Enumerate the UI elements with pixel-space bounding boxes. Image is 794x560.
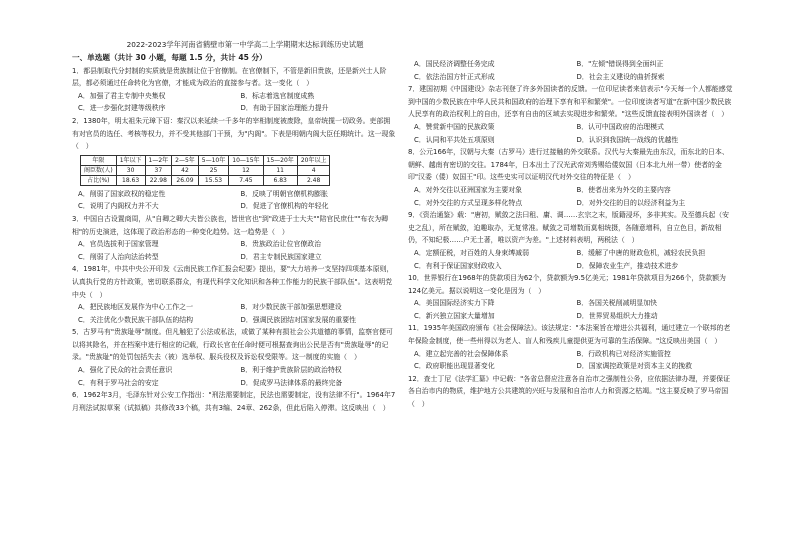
tenure-table (80, 155, 330, 186)
option[interactable]: C．进一步强化封建等级秩序 (78, 104, 166, 113)
table-header-cell: 1年以下 (116, 155, 145, 165)
option[interactable]: B．"左倾"错误得到全面纠正 (576, 60, 664, 68)
table-cell: 18.63 (116, 175, 145, 185)
option[interactable]: B．认可中国政府的治理模式 (576, 122, 664, 131)
question-9: 9．《资治通鉴》载："唐初，赋敛之法曰租、庸、调……玄宗之末，版籍浸坏，多非其实。及至德兵起（安史之乱），所在赋敛，迫趣取办，无复常准。赋敛之司增数而莫相统摄，各随意增科，自立色目，新故相仍，不知纪极……户无土著，唯以资产为差。"上述材料表明，两税法（ ） (408, 211, 730, 245)
question-7: 7．建国初期《中国建设》杂志刊登了许多外国读者的反馈。一位印尼读者来信表示"今天每一个人都能感觉到中国的少数民族在中华人民共和国政府的治理下享有和平和繁荣"。一位印度读者写道"在新中国少数民族人民享有的政治权利上的自由，还享有自由的区域去实现进步和繁荣。"这些反馈直接表明外国读者（ ） (408, 85, 733, 119)
question-9-options (414, 247, 733, 272)
table-header-cell: 年限 (81, 155, 117, 165)
option[interactable]: C．有利于保证国家财政收入 (414, 261, 502, 270)
table-cell: 30 (116, 165, 145, 175)
option[interactable]: A．建立起完善的社会保障体系 (414, 349, 509, 358)
table-cell: 25 (198, 165, 228, 175)
question-10: 10．世界银行在1968年的贷款项目为62个，贷款额为9.5亿美元；1981年贷款项目为266个，贷款额为124亿美元。据以说明这一变化是因为（ ） (408, 274, 726, 295)
question-2-options (78, 188, 397, 213)
table-cell: 6.83 (263, 175, 297, 185)
option[interactable]: D．君主专制民族国家建立 (240, 252, 322, 261)
table-header-cell: 2—5年 (172, 155, 199, 165)
option[interactable]: D．促进了官僚机构的年轻化 (240, 202, 329, 211)
option[interactable]: C．说明了内阁权力并不大 (78, 202, 159, 211)
option[interactable]: B．使者出来为外交的主要内容 (576, 185, 671, 194)
option[interactable]: D．社会主义建设的曲折探索 (576, 72, 665, 81)
option[interactable]: A．对外交往以亚洲国家为主要对象 (414, 185, 523, 194)
question-4: 4．1981年，中共中央公开印发《云南民族工作汇报会纪要》提出，要"大力培养一支坚持四项基本原则，认真执行党的方针政策，密切联系群众，有现代科学文化知识和各种工作能力的民族干部队伍"。这表明党中央（ ） (72, 265, 394, 299)
option[interactable]: A．定额征税，对百姓的人身束缚减弱 (414, 248, 529, 257)
option[interactable]: D．认识到我国统一战线的优越性 (576, 135, 679, 144)
table-header-cell: 20年以上 (297, 155, 330, 165)
option[interactable]: C．新兴独立国家大量增加 (414, 311, 495, 320)
option[interactable]: D．保障农业生产，推动技术进步 (576, 261, 679, 270)
table-cell: 12 (229, 165, 263, 175)
option[interactable]: C．关注优化少数民族干部队伍的结构 (78, 315, 194, 324)
option[interactable]: D．促成罗马法律体系的最终完备 (240, 378, 343, 387)
option[interactable]: D．对外交往的目的以经济利益为主 (576, 198, 686, 207)
option[interactable]: A．国民经济调整任务完成 (414, 60, 495, 68)
question-6-options (414, 58, 733, 83)
table-cell: 42 (172, 165, 199, 175)
question-12: 12．查士丁尼《法学汇纂》中记载："各省总督应注意各自治市之强制性公务，应依据法律办理，并要保证各自治市内的物质，维护地方公共建筑的兴旺与发展和自治市人力和资源之枯竭。"这主要反映了罗马帝国（ ） (408, 374, 731, 409)
table-cell: 15.53 (198, 175, 228, 185)
right-column (408, 58, 733, 411)
question-6: 6．1962年3月，毛泽东针对公安工作指出："刑法需要制定，民法也需要制定，没有法律不行"。1964年7月刑法试拟草案（试拟稿）共修改33个稿，共有3编、24章、262条，但此后陷入停滞。这反映出（ ） (72, 391, 396, 412)
left-column (72, 52, 397, 414)
option[interactable]: C．对外交往的方式呈现多样化特点 (414, 198, 523, 207)
question-7-options (414, 121, 733, 146)
table-cell: 占比(%) (81, 175, 117, 185)
table-cell: 阁臣数(人) (81, 165, 117, 175)
question-8-options (414, 184, 733, 209)
option[interactable]: B．各国关税削减明显加快 (576, 299, 658, 308)
exam-title: 2022-2023学年河南省鹤壁市第一中学高二上学期期末达标训练历史试题 (126, 40, 364, 49)
option[interactable]: B．贵族政治让位官僚政治 (240, 240, 322, 249)
table-cell: 37 (145, 165, 172, 175)
table-header-cell: 10—15年 (229, 155, 263, 165)
table-row (81, 165, 330, 175)
option[interactable]: A．赞赏新中国的民族政策 (414, 122, 495, 131)
option[interactable]: B．行政机构已对经济实施管控 (576, 349, 671, 358)
question-10-options (414, 297, 733, 322)
question-1-options (78, 90, 397, 115)
option[interactable]: C．认同和平共处五项原则 (414, 135, 495, 144)
question-5: 5．古罗马有"贵族耻辱"制度。但凡触犯了公法或私法，或做了某种有损社会公共道德的事情，监察官便可以将其除名，并在档案中进行相应的记载，行政长官在任命时便可根据查询出公民是否有"贵族耻辱"的记录。"贵族耻"的处罚包括失去（被）选举权、服兵役权及诉讼权受限等。这一制度的实施（ ） (72, 328, 393, 362)
question-1: 1．都县制取代分封制的实质就是贵族制让位于官僚制。在官僚制下，不管是新旧贵族，还是新兴士人阶层，都必须通过任命转化为官僚，才能成为政治的直接参与者。这一变化（ ） (72, 66, 387, 88)
option[interactable]: B．标志着选官制度成熟 (240, 91, 315, 100)
question-11: 11．1935年美国政府颁布《社会保障法》。该法规定："本法案旨在增进公共福利，通过建立一个联邦的老年保险金制度，使一些州得以为老人、盲人和残疾儿童提供更为可靠的生活保障。"这反映出美国（ ） (408, 324, 731, 346)
table-header-cell: 15—20年 (263, 155, 297, 165)
section-heading: 一、单选题（共计 30 小题，每题 1.5 分，共计 45 分） (72, 53, 267, 62)
option[interactable]: B．对少数民族干部加强思想建设 (240, 303, 342, 312)
option[interactable]: D．世界贸易组织大力推动 (576, 311, 658, 320)
option[interactable]: A．加强了君主专制中央集权 (78, 91, 166, 100)
table-cell: 2.48 (297, 175, 330, 185)
option[interactable]: A．把民族地区发展作为中心工作之一 (78, 303, 193, 312)
option[interactable]: A．削弱了国家政权的稳定性 (78, 189, 166, 198)
option[interactable]: C．政府职能出现显著变化 (414, 362, 495, 371)
table-header-cell: 5—10年 (198, 155, 228, 165)
question-8: 8．公元166年，汉朝与大秦（古罗马）进行过接触的外交联系。汉代与大秦最先由东汉，而东北的日本、朝鲜、越南有密切的交往。1784年，日本出土了汉光武帝刘秀赐给倭奴国（日本北九州一带）使者的金印"汉委（倭）奴国王"印。这些史实可以证明汉代对外交往的特征是（ ） (408, 148, 729, 182)
table-cell: 7.45 (229, 175, 263, 185)
option[interactable]: B．反映了明朝官僚机构膨胀 (240, 189, 328, 198)
option[interactable]: A．强化了民众的社会责任意识 (78, 366, 173, 375)
table-cell: 26.09 (172, 175, 199, 185)
option[interactable]: A．美国国际经济实力下降 (414, 299, 495, 308)
question-2: 2．1380年，明太祖朱元璋下诏：秦汉以来延续一千多年的宰相制度被废除，皇帝统揽一切政务。吏部拥有对官员的选任、考核等权力，并不受其他部门干预，为"内阁"。下表是明朝内阁大臣任期统计。这一现象（ ） (72, 116, 396, 151)
question-5-options (78, 364, 397, 389)
option[interactable]: D．国家调控政策是对资本主义的挽救 (576, 362, 693, 371)
question-11-options (414, 348, 733, 373)
table-row (81, 175, 330, 185)
option[interactable]: C．有利于罗马社会的安定 (78, 378, 159, 387)
table-header-cell: 1—2年 (145, 155, 172, 165)
option[interactable]: C．依法治国方针正式形成 (414, 72, 495, 81)
question-3-options (78, 238, 397, 263)
question-3: 3．中国自古设置商周，从"自卿之卿大夫皆公族也，皆世官也"到"政进于士大夫""陪官民庶仕""布衣为卿相"的历史演进，这体现了政治形态的一种变化趋势。这一趋势是（ ） (72, 214, 388, 236)
option[interactable]: C．削弱了人治向法治转型 (78, 252, 159, 261)
option[interactable]: B．缓解了中唐的财政危机，减轻农民负担 (576, 248, 706, 257)
option[interactable]: D．强调民族团结对国家发展的重要性 (240, 315, 357, 324)
option[interactable]: D．有助于国家治理能力提升 (240, 104, 329, 113)
option[interactable]: B．利于维护贵族阶层的政治特权 (240, 366, 342, 375)
table-cell: 22.98 (145, 175, 172, 185)
table-cell: 4 (297, 165, 330, 175)
question-4-options (78, 301, 397, 326)
table-header-row (81, 155, 330, 165)
option[interactable]: A．官员选拔利于国家管理 (78, 240, 159, 249)
table-cell: 11 (263, 165, 297, 175)
